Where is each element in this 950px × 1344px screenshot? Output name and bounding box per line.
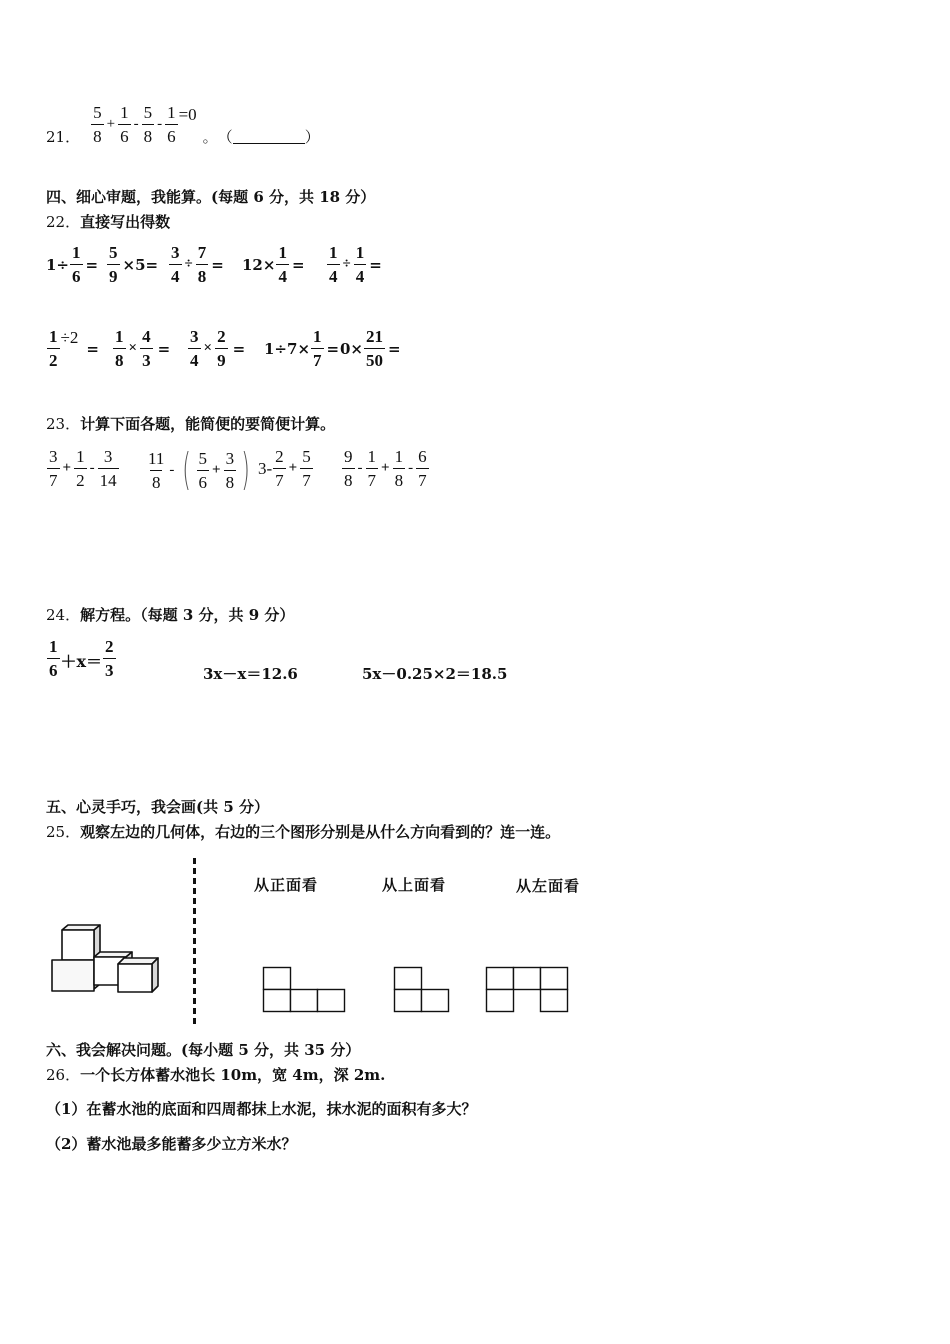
paren-left: (	[182, 444, 192, 495]
answer-blank[interactable]	[233, 129, 305, 144]
paren-close: ）	[304, 127, 320, 146]
question-number: 24．	[46, 606, 81, 624]
cube-top	[62, 925, 100, 960]
fraction: $\frac{4}{3}$	[142, 327, 151, 370]
question-21	[46, 100, 320, 148]
fraction: $\frac{3}{4}$	[171, 243, 180, 286]
fraction: $\frac{3}{8}$	[225, 448, 235, 492]
view-label-left: 从左面看	[516, 877, 581, 895]
fraction: $\frac{1}{7}$	[313, 327, 322, 370]
dashed-divider	[193, 858, 196, 1028]
question-number: 23．	[46, 415, 81, 433]
fraction: $\frac{5}{7}$	[302, 447, 311, 490]
fraction: $\frac{1}{8}$	[115, 327, 124, 370]
question-text: 计算下面各题，能简便的要简便计算。	[80, 415, 336, 433]
q23-expr-4: $\frac{9}{8}$ - $\frac{1}{7}$ + $\frac{1}{8}$ - $\frac{6}{7}$	[344, 447, 427, 490]
fraction: $\frac{1}{2}$	[49, 327, 58, 370]
fraction: $\frac{9}{8}$	[344, 447, 353, 490]
fraction: $\frac{1}{7}$	[367, 447, 376, 490]
fraction: $\frac{21}{50}$	[366, 327, 384, 370]
question-text: 一个长方体蓄水池长 10m，宽 4m，深 2m.	[80, 1066, 386, 1084]
fraction: $\frac{2}{3}$	[105, 637, 114, 680]
fraction: $\frac{5}{9}$	[109, 243, 118, 286]
paren-open: （	[217, 127, 233, 146]
q23-expr-3: 3- $\frac{2}{7}$ + $\frac{5}{7}$	[258, 447, 311, 490]
fraction: $\frac{3}{4}$	[190, 327, 199, 370]
cube-front-right	[118, 958, 158, 992]
equals-zero: =0	[178, 105, 197, 124]
q24-equation-2: 3x－x＝12.6	[203, 665, 298, 683]
q23-expr-2: $\frac{11}{8}$ - ( $\frac{5}{6}$ + $\frac{3}{8}$ )	[148, 444, 250, 495]
q22-row1-e1: 1÷ $\frac{1}{6}$ =	[46, 243, 99, 286]
question-text: 观察左边的几何体，右边的三个图形分别是从什么方向看到的？连一连。	[80, 823, 561, 841]
q22-row2-e2: $\frac{1}{8}$ × $\frac{4}{3}$ =	[115, 327, 171, 370]
fraction: $\frac{2}{7}$	[275, 447, 284, 490]
fraction: $\frac{1}{6}$	[72, 243, 81, 286]
view-label-top: 从上面看	[382, 876, 447, 894]
operator: -	[157, 115, 163, 132]
q22-row2-e3: $\frac{3}{4}$ × $\frac{2}{9}$ =	[190, 327, 246, 370]
fraction: $\frac{1}{6}$	[120, 102, 129, 146]
cube-bottom-left	[52, 955, 100, 991]
fraction: $\frac{7}{8}$	[197, 243, 207, 286]
fraction: $\frac{1}{8}$	[394, 447, 404, 490]
q22-row2-e1: $\frac{1}{2}$ ÷2 =	[49, 327, 99, 370]
operator: -	[133, 115, 139, 132]
question-22-title	[46, 211, 170, 232]
question-number: 22．	[46, 213, 81, 231]
q22-row1-e4: 12× $\frac{1}{4}$ =	[242, 243, 305, 286]
fraction: $\frac{3}{14}$	[99, 447, 117, 490]
fraction: $\frac{1}{4}$	[278, 243, 287, 286]
cube-solid-figure	[46, 922, 170, 998]
fraction: $\frac{6}{7}$	[418, 447, 427, 490]
view-grid-3	[485, 966, 569, 1014]
view-grid-1	[262, 966, 346, 1014]
question-26-title	[46, 1064, 385, 1085]
q21-expression	[90, 104, 197, 145]
fraction: $\frac{11}{8}$	[148, 448, 165, 492]
q24-equation-3: 5x－0.25×2＝18.5	[362, 665, 508, 683]
section-5-heading: 五、心灵手巧，我会画(共 5 分）	[46, 798, 269, 816]
question-25-title	[46, 821, 560, 842]
fraction: $\frac{2}{9}$	[217, 327, 226, 370]
section-6-heading: 六、我会解决问题。(每小题 5 分，共 35 分）	[46, 1041, 361, 1059]
question-number: 25．	[46, 823, 81, 841]
paren-right: )	[241, 444, 250, 495]
fraction: $\frac{5}{6}$	[198, 448, 208, 492]
q22-row1-e2: $\frac{5}{9}$ ×5=	[109, 243, 159, 286]
fraction: $\frac{5}{8}$	[143, 102, 153, 146]
q23-expr-1: $\frac{3}{7}$ + $\frac{1}{2}$ - $\frac{3}{14}$	[49, 447, 117, 490]
view-label-front: 从正面看	[254, 876, 319, 894]
question-number: 26．	[46, 1066, 81, 1084]
q22-row1-e3: $\frac{3}{4}$ ÷ $\frac{7}{8}$ =	[171, 243, 224, 286]
q22-row2-e4: 1÷7× $\frac{1}{7}$ =	[264, 327, 340, 370]
question-text: 直接写出得数	[80, 213, 171, 231]
section-4-heading: 四、细心审题，我能算。(每题 6 分，共 18 分）	[46, 188, 376, 206]
q24-equation-1: $\frac{1}{6}$ ＋x＝ $\frac{2}{3}$	[49, 637, 114, 680]
view-grid-2	[393, 966, 451, 1014]
period: 。	[202, 127, 218, 146]
q26-subquestion-2: （2）蓄水池最多能蓄多少立方米水？	[46, 1135, 297, 1153]
question-24-title	[46, 604, 294, 625]
fraction: $\frac{1}{4}$	[329, 243, 338, 286]
question-23-title	[46, 413, 335, 434]
q22-row1-e5: $\frac{1}{4}$ ÷ $\frac{1}{4}$ =	[329, 243, 382, 286]
fraction: $\frac{5}{8}$	[93, 102, 102, 146]
fraction: $\frac{3}{7}$	[49, 447, 58, 490]
question-number: 21．	[46, 127, 81, 146]
fraction: $\frac{1}{4}$	[355, 243, 365, 286]
q22-row2-e5: 0× $\frac{21}{50}$ =	[340, 327, 401, 370]
question-text: 解方程。（每题 3 分，共 9 分）	[80, 606, 295, 624]
fraction: $\frac{1}{6}$	[49, 637, 58, 680]
fraction: $\frac{1}{6}$	[167, 102, 176, 146]
q26-subquestion-1: （1）在蓄水池的底面和四周都抹上水泥，抹水泥的面积有多大？	[46, 1100, 477, 1118]
operator: +	[106, 115, 116, 132]
fraction: $\frac{1}{2}$	[76, 447, 85, 490]
